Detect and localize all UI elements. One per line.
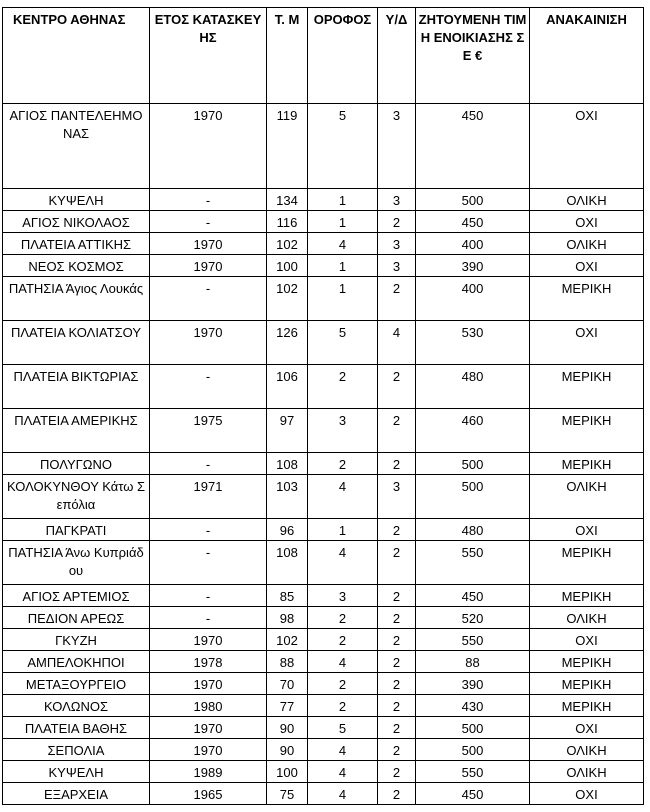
table-row: [3, 629, 644, 651]
cell-renovation: ΟΧΙ: [530, 783, 644, 805]
cell-floor: 2: [308, 365, 378, 409]
table-row: [3, 519, 644, 541]
cell-rooms: 2: [378, 695, 416, 717]
cell-renovation: ΜΕΡΙΚΗ: [530, 651, 644, 673]
cell-year: 1970: [150, 321, 267, 365]
cell-renovation: ΟΧΙ: [530, 717, 644, 739]
cell-sqm: 106: [267, 365, 308, 409]
cell-area: ΣΕΠΟΛΙΑ: [3, 739, 150, 761]
cell-sqm: 119: [267, 104, 308, 189]
cell-renovation: ΟΛΙΚΗ: [530, 233, 644, 255]
table-row: [3, 211, 644, 233]
cell-sqm: 77: [267, 695, 308, 717]
cell-floor: 2: [308, 607, 378, 629]
header-sqm: Τ. Μ: [267, 8, 308, 104]
cell-year: 1975: [150, 409, 267, 453]
cell-year: 1970: [150, 673, 267, 695]
cell-year: 1978: [150, 651, 267, 673]
cell-floor: 2: [308, 629, 378, 651]
cell-rooms: 2: [378, 585, 416, 607]
cell-sqm: 96: [267, 519, 308, 541]
cell-renovation: ΟΧΙ: [530, 629, 644, 651]
cell-sqm: 108: [267, 541, 308, 585]
cell-area: ΠΛΑΤΕΙΑ ΒΑΘΗΣ: [3, 717, 150, 739]
cell-renovation: ΟΛΙΚΗ: [530, 475, 644, 519]
cell-sqm: 126: [267, 321, 308, 365]
header-year: ΕΤΟΣ ΚΑΤΑΣΚΕΥΗΣ: [150, 8, 267, 104]
cell-floor: 4: [308, 761, 378, 783]
table-row: [3, 409, 644, 453]
table-row: [3, 475, 644, 519]
cell-area: ΜΕΤΑΞΟΥΡΓΕΙΟ: [3, 673, 150, 695]
cell-floor: 2: [308, 695, 378, 717]
cell-rent: 450: [416, 211, 530, 233]
cell-area: ΚΥΨΕΛΗ: [3, 761, 150, 783]
cell-year: -: [150, 519, 267, 541]
cell-area: ΠΛΑΤΕΙΑ ΑΤΤΙΚΗΣ: [3, 233, 150, 255]
cell-year: -: [150, 607, 267, 629]
header-area: ΚΕΝΤΡΟ ΑΘΗΝΑΣ: [3, 8, 150, 104]
cell-sqm: 108: [267, 453, 308, 475]
cell-floor: 4: [308, 783, 378, 805]
table-row: [3, 651, 644, 673]
cell-year: 1970: [150, 739, 267, 761]
cell-renovation: ΜΕΡΙΚΗ: [530, 585, 644, 607]
cell-year: 1970: [150, 629, 267, 651]
cell-renovation: ΟΧΙ: [530, 211, 644, 233]
cell-sqm: 116: [267, 211, 308, 233]
cell-area: ΠΛΑΤΕΙΑ ΚΟΛΙΑΤΣΟΥ: [3, 321, 150, 365]
cell-rooms: 4: [378, 321, 416, 365]
cell-year: 1980: [150, 695, 267, 717]
cell-rent: 520: [416, 607, 530, 629]
cell-sqm: 90: [267, 739, 308, 761]
cell-rent: 400: [416, 277, 530, 321]
cell-floor: 5: [308, 717, 378, 739]
rental-table-container: [2, 7, 644, 805]
cell-area: ΠΛΑΤΕΙΑ ΑΜΕΡΙΚΗΣ: [3, 409, 150, 453]
cell-area: ΑΜΠΕΛΟΚΗΠΟΙ: [3, 651, 150, 673]
cell-sqm: 85: [267, 585, 308, 607]
table-row: [3, 365, 644, 409]
cell-rent: 390: [416, 255, 530, 277]
cell-sqm: 100: [267, 761, 308, 783]
cell-year: -: [150, 453, 267, 475]
cell-floor: 1: [308, 519, 378, 541]
table-row: [3, 783, 644, 805]
cell-floor: 4: [308, 651, 378, 673]
cell-year: 1971: [150, 475, 267, 519]
cell-floor: 2: [308, 673, 378, 695]
cell-sqm: 97: [267, 409, 308, 453]
cell-year: 1970: [150, 104, 267, 189]
cell-rent: 460: [416, 409, 530, 453]
cell-rent: 550: [416, 761, 530, 783]
cell-floor: 3: [308, 409, 378, 453]
cell-year: -: [150, 365, 267, 409]
cell-sqm: 100: [267, 255, 308, 277]
table-row: [3, 541, 644, 585]
cell-rooms: 2: [378, 607, 416, 629]
cell-floor: 1: [308, 189, 378, 211]
cell-rent: 88: [416, 651, 530, 673]
cell-rooms: 2: [378, 211, 416, 233]
cell-floor: 1: [308, 211, 378, 233]
cell-year: 1970: [150, 255, 267, 277]
cell-sqm: 88: [267, 651, 308, 673]
cell-renovation: ΜΕΡΙΚΗ: [530, 673, 644, 695]
cell-renovation: ΟΧΙ: [530, 321, 644, 365]
cell-year: -: [150, 277, 267, 321]
cell-sqm: 102: [267, 233, 308, 255]
cell-rent: 500: [416, 739, 530, 761]
cell-area: ΑΓΙΟΣ ΝΙΚΟΛΑΟΣ: [3, 211, 150, 233]
cell-floor: 5: [308, 321, 378, 365]
table-row: [3, 673, 644, 695]
cell-area: ΚΟΛΟΚΥΝΘΟΥ Κάτω Σεπόλια: [3, 475, 150, 519]
cell-area: ΝΕΟΣ ΚΟΣΜΟΣ: [3, 255, 150, 277]
cell-renovation: ΟΧΙ: [530, 519, 644, 541]
cell-rent: 480: [416, 519, 530, 541]
cell-rent: 550: [416, 541, 530, 585]
cell-rooms: 2: [378, 651, 416, 673]
cell-floor: 2: [308, 453, 378, 475]
table-body: [3, 104, 644, 805]
cell-rooms: 3: [378, 475, 416, 519]
cell-sqm: 90: [267, 717, 308, 739]
table-row: [3, 585, 644, 607]
cell-area: ΑΓΙΟΣ ΑΡΤΕΜΙΟΣ: [3, 585, 150, 607]
cell-sqm: 75: [267, 783, 308, 805]
cell-renovation: ΟΛΙΚΗ: [530, 189, 644, 211]
header-rooms: Υ/Δ: [378, 8, 416, 104]
cell-rooms: 3: [378, 189, 416, 211]
cell-year: 1970: [150, 233, 267, 255]
cell-rooms: 3: [378, 104, 416, 189]
cell-area: ΠΑΤΗΣΙΑ Άγιος Λουκάς: [3, 277, 150, 321]
cell-floor: 5: [308, 104, 378, 189]
cell-rooms: 2: [378, 541, 416, 585]
cell-area: ΓΚΥΖΗ: [3, 629, 150, 651]
cell-year: -: [150, 585, 267, 607]
cell-rooms: 2: [378, 739, 416, 761]
cell-rent: 500: [416, 717, 530, 739]
cell-area: ΚΟΛΩΝΟΣ: [3, 695, 150, 717]
cell-renovation: ΜΕΡΙΚΗ: [530, 365, 644, 409]
table-row: [3, 453, 644, 475]
table-row: [3, 717, 644, 739]
cell-floor: 3: [308, 585, 378, 607]
cell-floor: 4: [308, 541, 378, 585]
cell-renovation: ΟΛΙΚΗ: [530, 607, 644, 629]
cell-rooms: 3: [378, 233, 416, 255]
table-row: [3, 104, 644, 189]
cell-rent: 430: [416, 695, 530, 717]
cell-floor: 1: [308, 255, 378, 277]
header-renovation: ΑΝΑΚΑΙΝΙΣΗ: [530, 8, 644, 104]
cell-floor: 1: [308, 277, 378, 321]
cell-rent: 480: [416, 365, 530, 409]
cell-rooms: 2: [378, 277, 416, 321]
cell-rooms: 2: [378, 365, 416, 409]
cell-area: ΠΕΔΙΟΝ ΑΡΕΩΣ: [3, 607, 150, 629]
cell-renovation: ΜΕΡΙΚΗ: [530, 453, 644, 475]
cell-renovation: ΟΛΙΚΗ: [530, 739, 644, 761]
table-row: [3, 695, 644, 717]
cell-area: ΠΑΓΚΡΑΤΙ: [3, 519, 150, 541]
cell-rooms: 2: [378, 519, 416, 541]
table-row: [3, 233, 644, 255]
cell-sqm: 98: [267, 607, 308, 629]
cell-area: ΕΞΑΡΧΕΙΑ: [3, 783, 150, 805]
cell-renovation: ΜΕΡΙΚΗ: [530, 409, 644, 453]
cell-renovation: ΟΛΙΚΗ: [530, 761, 644, 783]
cell-rent: 450: [416, 783, 530, 805]
table-row: [3, 321, 644, 365]
cell-year: -: [150, 541, 267, 585]
cell-rooms: 2: [378, 717, 416, 739]
table-row: [3, 255, 644, 277]
cell-renovation: ΟΧΙ: [530, 255, 644, 277]
cell-rent: 450: [416, 104, 530, 189]
table-header-row: [3, 8, 644, 104]
table-row: [3, 761, 644, 783]
cell-rent: 500: [416, 475, 530, 519]
cell-rooms: 2: [378, 453, 416, 475]
cell-year: 1989: [150, 761, 267, 783]
cell-rooms: 2: [378, 629, 416, 651]
cell-rooms: 2: [378, 783, 416, 805]
cell-rent: 550: [416, 629, 530, 651]
cell-sqm: 70: [267, 673, 308, 695]
rental-listings-table: [2, 7, 644, 805]
cell-floor: 4: [308, 739, 378, 761]
table-row: [3, 607, 644, 629]
cell-rooms: 2: [378, 761, 416, 783]
cell-renovation: ΟΧΙ: [530, 104, 644, 189]
cell-renovation: ΜΕΡΙΚΗ: [530, 277, 644, 321]
cell-rent: 390: [416, 673, 530, 695]
cell-renovation: ΜΕΡΙΚΗ: [530, 695, 644, 717]
cell-floor: 4: [308, 475, 378, 519]
cell-rooms: 2: [378, 673, 416, 695]
cell-rooms: 2: [378, 409, 416, 453]
cell-year: 1970: [150, 717, 267, 739]
cell-area: ΠΛΑΤΕΙΑ ΒΙΚΤΩΡΙΑΣ: [3, 365, 150, 409]
cell-sqm: 134: [267, 189, 308, 211]
cell-year: 1965: [150, 783, 267, 805]
table-row: [3, 189, 644, 211]
cell-area: ΚΥΨΕΛΗ: [3, 189, 150, 211]
cell-year: -: [150, 211, 267, 233]
cell-renovation: ΜΕΡΙΚΗ: [530, 541, 644, 585]
cell-year: -: [150, 189, 267, 211]
table-row: [3, 739, 644, 761]
cell-rent: 530: [416, 321, 530, 365]
cell-sqm: 102: [267, 629, 308, 651]
cell-area: ΠΟΛΥΓΩΝΟ: [3, 453, 150, 475]
cell-area: ΑΓΙΟΣ ΠΑΝΤΕΛΕΗΜΟΝΑΣ: [3, 104, 150, 189]
cell-sqm: 102: [267, 277, 308, 321]
header-rent: ΖΗΤΟΥΜΕΝΗ ΤΙΜΗ ΕΝΟΙΚΙΑΣΗΣ ΣΕ €: [416, 8, 530, 104]
cell-sqm: 103: [267, 475, 308, 519]
cell-area: ΠΑΤΗΣΙΑ Άνω Κυπριάδου: [3, 541, 150, 585]
cell-rent: 450: [416, 585, 530, 607]
cell-rent: 500: [416, 453, 530, 475]
cell-rent: 500: [416, 189, 530, 211]
table-row: [3, 277, 644, 321]
cell-rooms: 3: [378, 255, 416, 277]
cell-floor: 4: [308, 233, 378, 255]
cell-rent: 400: [416, 233, 530, 255]
header-floor: ΟΡΟΦΟΣ: [308, 8, 378, 104]
